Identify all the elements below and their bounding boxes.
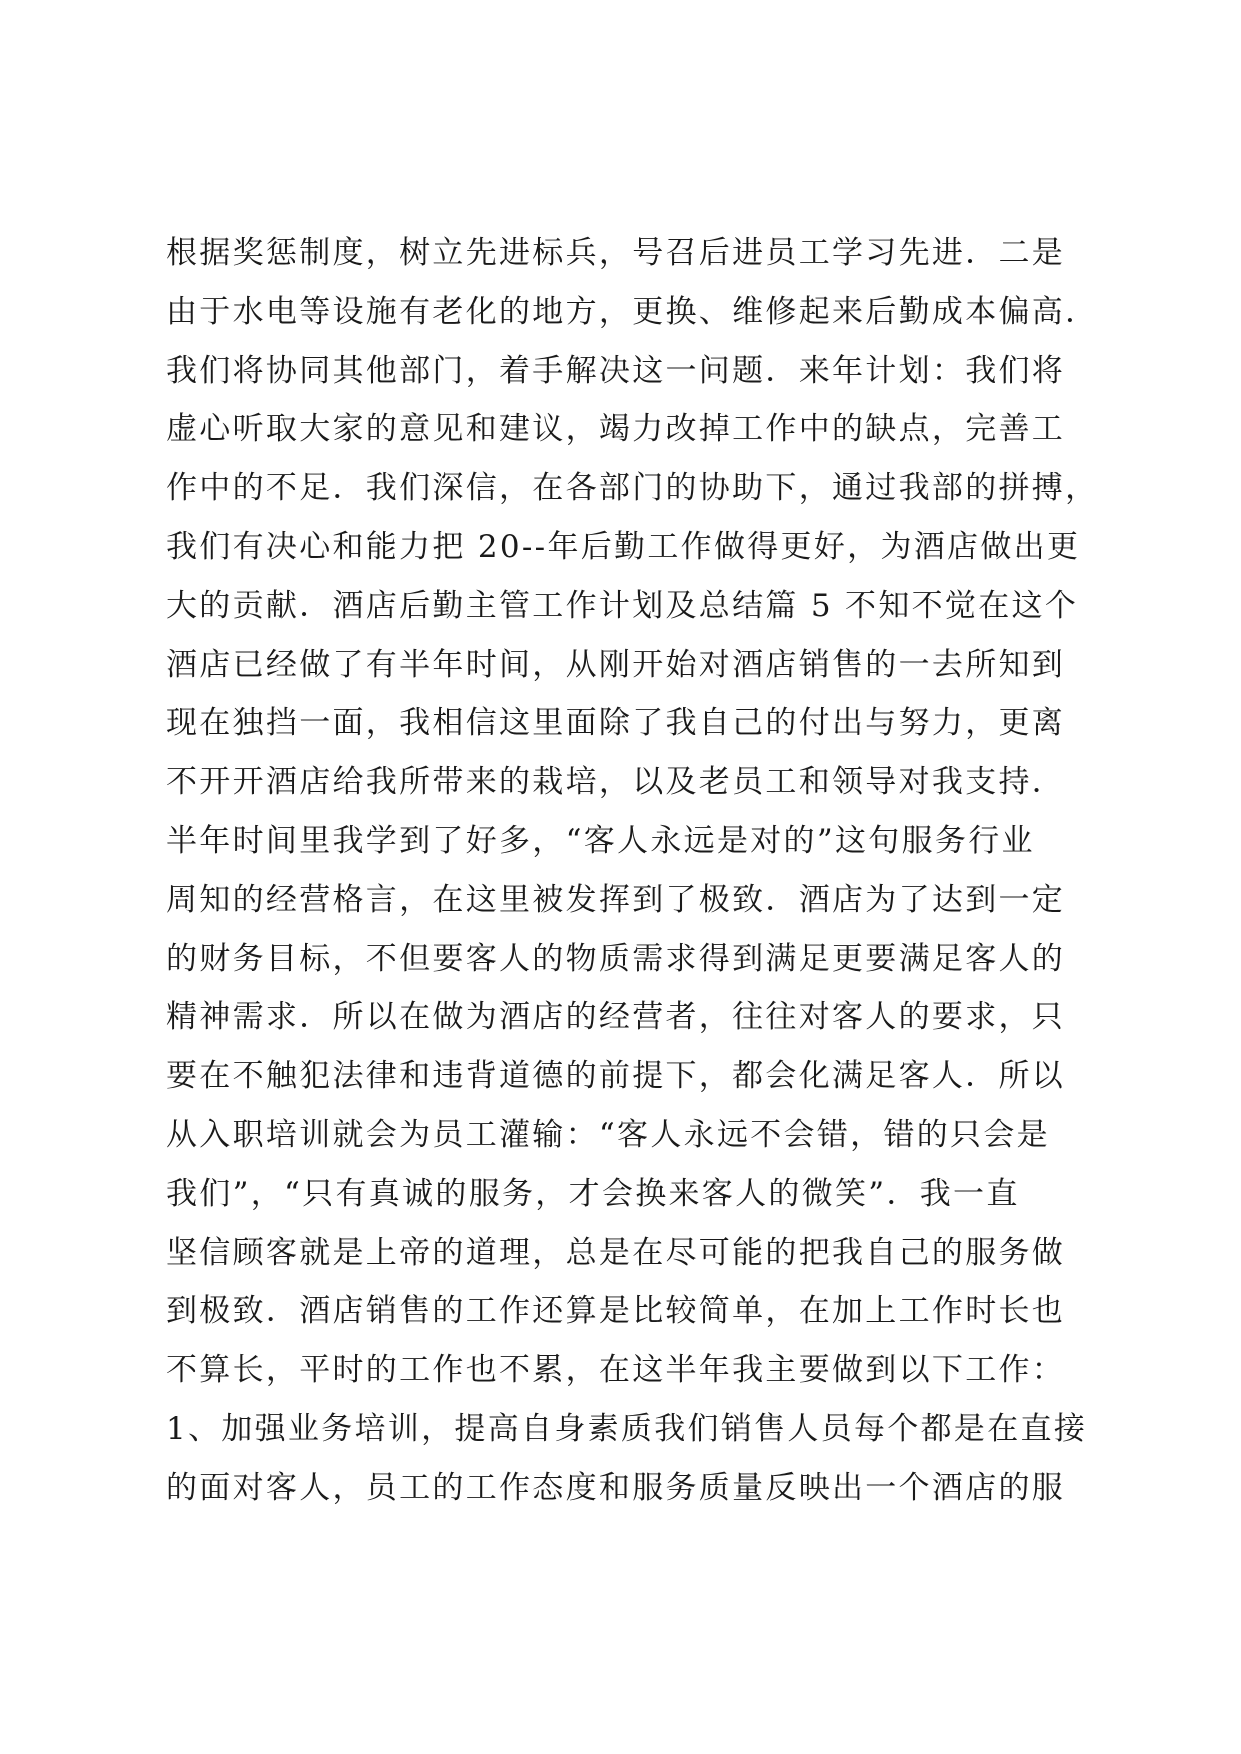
- text-line: 的财务目标，不但要客人的物质需求得到满足更要满足客人的: [166, 940, 1066, 977]
- text-line: 半年时间里我学到了好多，“客人永远是对的”这句服务行业: [166, 822, 1035, 859]
- text-line: 大的贡献．酒店后勤主管工作计划及总结篇 5 不知不觉在这个: [166, 587, 1079, 624]
- text-line: 我们将协同其他部门，着手解决这一问题．来年计划：我们将: [166, 352, 1066, 389]
- text-line: 由于水电等设施有老化的地方，更换、维修起来后勤成本偏高．: [166, 293, 1099, 330]
- text-line: 不开开酒店给我所带来的栽培，以及老员工和领导对我支持．: [166, 764, 1066, 801]
- text-line: 根据奖惩制度，树立先进标兵，号召后进员工学习先进．二是: [166, 235, 1066, 271]
- text-line: 虚心听取大家的意见和建议，竭力改掉工作中的缺点，完善工: [166, 411, 1066, 448]
- text-line: 酒店已经做了有半年时间，从刚开始对酒店销售的一去所知到: [166, 646, 1066, 683]
- text-line: 我们有决心和能力把 20--年后勤工作做得更好，为酒店做出更: [166, 528, 1081, 565]
- text-line: 精神需求．所以在做为酒店的经营者，往往对客人的要求，只: [166, 999, 1066, 1036]
- body-text: [166, 224, 1099, 1518]
- text-line: 1、加强业务培训，提高自身素质我们销售人员每个都是在直接: [166, 1410, 1088, 1447]
- text-line: 不算长，平时的工作也不累，在这半年我主要做到以下工作：: [166, 1352, 1066, 1389]
- text-line: 到极致．酒店销售的工作还算是比较简单，在加上工作时长也: [166, 1293, 1066, 1330]
- text-line: 作中的不足．我们深信，在各部门的协助下，通过我部的拼搏，: [166, 470, 1099, 507]
- text-line: 要在不触犯法律和违背道德的前提下，都会化满足客人．所以: [166, 1058, 1066, 1095]
- text-line: 的面对客人，员工的工作态度和服务质量反映出一个酒店的服: [166, 1469, 1066, 1506]
- text-line: 从入职培训就会为员工灌输：“客人永远不会错，错的只会是: [166, 1116, 1050, 1153]
- text-line: 我们”，“只有真诚的服务，才会换来客人的微笑”．我一直: [166, 1175, 1020, 1212]
- text-line: 现在独挡一面，我相信这里面除了我自己的付出与努力，更离: [166, 705, 1066, 742]
- text-line: 周知的经营格言，在这里被发挥到了极致．酒店为了达到一定: [166, 881, 1066, 918]
- text-line: 坚信顾客就是上帝的道理，总是在尽可能的把我自己的服务做: [166, 1234, 1066, 1271]
